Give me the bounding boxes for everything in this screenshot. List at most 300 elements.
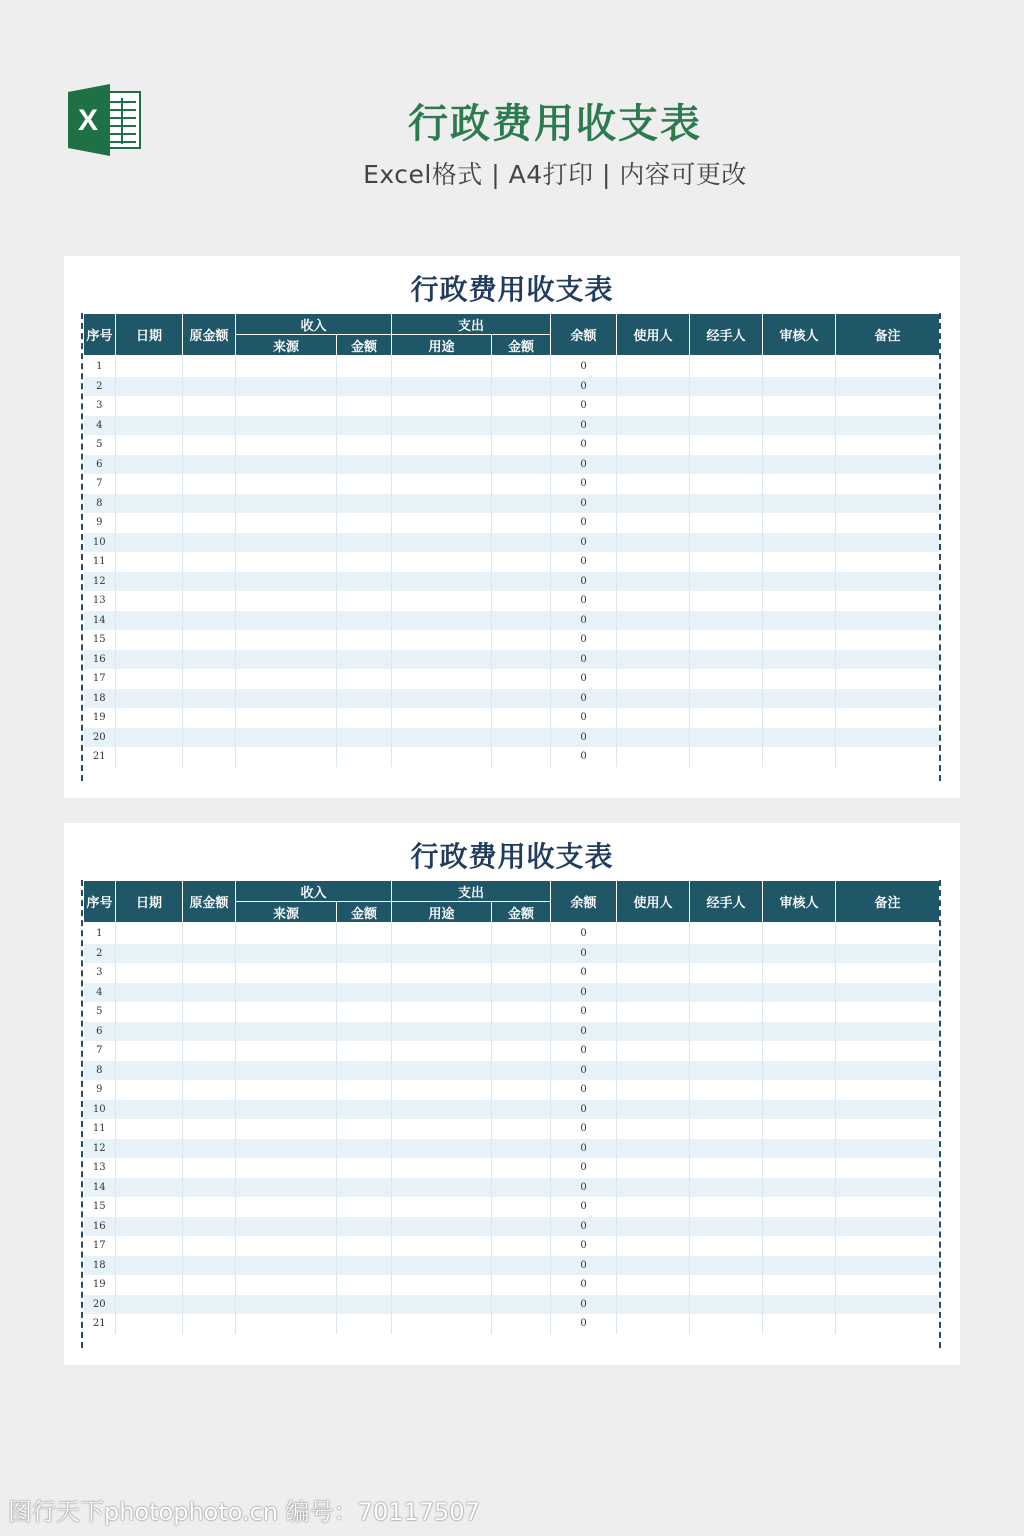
- reviewer-cell[interactable]: [763, 1158, 836, 1178]
- remark-cell[interactable]: [836, 1002, 940, 1022]
- user-cell[interactable]: [617, 1295, 690, 1315]
- handler-cell[interactable]: [690, 1158, 763, 1178]
- user-cell[interactable]: [617, 1236, 690, 1256]
- income-amount-cell[interactable]: [337, 1061, 392, 1081]
- original-amount-cell[interactable]: [183, 1158, 236, 1178]
- original-amount-cell[interactable]: [183, 416, 236, 436]
- original-amount-cell[interactable]: [183, 650, 236, 670]
- expense-use-cell[interactable]: [392, 1217, 492, 1237]
- income-source-cell[interactable]: [236, 474, 337, 494]
- original-amount-cell[interactable]: [183, 1022, 236, 1042]
- reviewer-cell[interactable]: [763, 356, 836, 377]
- income-source-cell[interactable]: [236, 494, 337, 514]
- balance-cell[interactable]: 0: [551, 728, 617, 748]
- user-cell[interactable]: [617, 513, 690, 533]
- balance-cell[interactable]: 0: [551, 533, 617, 553]
- remark-cell[interactable]: [836, 611, 940, 631]
- expense-use-cell[interactable]: [392, 416, 492, 436]
- expense-amount-cell[interactable]: [492, 572, 551, 592]
- seq-cell[interactable]: 5: [84, 1002, 116, 1022]
- handler-cell[interactable]: [690, 572, 763, 592]
- reviewer-cell[interactable]: [763, 1314, 836, 1334]
- original-amount-cell[interactable]: [183, 552, 236, 572]
- handler-cell[interactable]: [690, 944, 763, 964]
- income-amount-cell[interactable]: [337, 1197, 392, 1217]
- expense-use-cell[interactable]: [392, 1236, 492, 1256]
- date-cell[interactable]: [116, 1197, 183, 1217]
- user-cell[interactable]: [617, 377, 690, 397]
- handler-cell[interactable]: [690, 1061, 763, 1081]
- expense-amount-cell[interactable]: [492, 513, 551, 533]
- handler-cell[interactable]: [690, 923, 763, 944]
- income-amount-cell[interactable]: [337, 356, 392, 377]
- handler-cell[interactable]: [690, 1100, 763, 1120]
- handler-cell[interactable]: [690, 1041, 763, 1061]
- expense-use-cell[interactable]: [392, 611, 492, 631]
- reviewer-cell[interactable]: [763, 1275, 836, 1295]
- date-cell[interactable]: [116, 1100, 183, 1120]
- remark-cell[interactable]: [836, 416, 940, 436]
- handler-cell[interactable]: [690, 1314, 763, 1334]
- remark-cell[interactable]: [836, 1295, 940, 1315]
- expense-amount-cell[interactable]: [492, 944, 551, 964]
- expense-amount-cell[interactable]: [492, 1080, 551, 1100]
- income-source-cell[interactable]: [236, 455, 337, 475]
- seq-cell[interactable]: 21: [84, 1314, 116, 1334]
- expense-use-cell[interactable]: [392, 1041, 492, 1061]
- income-amount-cell[interactable]: [337, 435, 392, 455]
- handler-cell[interactable]: [690, 1002, 763, 1022]
- income-source-cell[interactable]: [236, 1236, 337, 1256]
- user-cell[interactable]: [617, 356, 690, 377]
- income-source-cell[interactable]: [236, 533, 337, 553]
- remark-cell[interactable]: [836, 944, 940, 964]
- expense-use-cell[interactable]: [392, 747, 492, 767]
- date-cell[interactable]: [116, 1002, 183, 1022]
- expense-amount-cell[interactable]: [492, 1002, 551, 1022]
- handler-cell[interactable]: [690, 494, 763, 514]
- user-cell[interactable]: [617, 1100, 690, 1120]
- date-cell[interactable]: [116, 728, 183, 748]
- date-cell[interactable]: [116, 1314, 183, 1334]
- reviewer-cell[interactable]: [763, 747, 836, 767]
- reviewer-cell[interactable]: [763, 1100, 836, 1120]
- expense-use-cell[interactable]: [392, 1158, 492, 1178]
- remark-cell[interactable]: [836, 1158, 940, 1178]
- income-amount-cell[interactable]: [337, 983, 392, 1003]
- expense-amount-cell[interactable]: [492, 650, 551, 670]
- remark-cell[interactable]: [836, 728, 940, 748]
- remark-cell[interactable]: [836, 1197, 940, 1217]
- remark-cell[interactable]: [836, 1217, 940, 1237]
- reviewer-cell[interactable]: [763, 552, 836, 572]
- remark-cell[interactable]: [836, 669, 940, 689]
- user-cell[interactable]: [617, 611, 690, 631]
- reviewer-cell[interactable]: [763, 455, 836, 475]
- seq-cell[interactable]: 10: [84, 1100, 116, 1120]
- user-cell[interactable]: [617, 1256, 690, 1276]
- balance-cell[interactable]: 0: [551, 591, 617, 611]
- expense-use-cell[interactable]: [392, 1100, 492, 1120]
- date-cell[interactable]: [116, 1178, 183, 1198]
- expense-amount-cell[interactable]: [492, 435, 551, 455]
- expense-use-cell[interactable]: [392, 923, 492, 944]
- user-cell[interactable]: [617, 572, 690, 592]
- income-amount-cell[interactable]: [337, 1314, 392, 1334]
- seq-cell[interactable]: 7: [84, 1041, 116, 1061]
- user-cell[interactable]: [617, 1080, 690, 1100]
- seq-cell[interactable]: 15: [84, 1197, 116, 1217]
- income-amount-cell[interactable]: [337, 689, 392, 709]
- original-amount-cell[interactable]: [183, 747, 236, 767]
- user-cell[interactable]: [617, 1275, 690, 1295]
- balance-cell[interactable]: 0: [551, 650, 617, 670]
- income-amount-cell[interactable]: [337, 455, 392, 475]
- remark-cell[interactable]: [836, 1178, 940, 1198]
- balance-cell[interactable]: 0: [551, 983, 617, 1003]
- expense-use-cell[interactable]: [392, 356, 492, 377]
- handler-cell[interactable]: [690, 455, 763, 475]
- income-source-cell[interactable]: [236, 1139, 337, 1159]
- user-cell[interactable]: [617, 963, 690, 983]
- handler-cell[interactable]: [690, 630, 763, 650]
- date-cell[interactable]: [116, 1080, 183, 1100]
- seq-cell[interactable]: 12: [84, 1139, 116, 1159]
- income-source-cell[interactable]: [236, 728, 337, 748]
- seq-cell[interactable]: 1: [84, 923, 116, 944]
- expense-amount-cell[interactable]: [492, 669, 551, 689]
- income-amount-cell[interactable]: [337, 1041, 392, 1061]
- expense-amount-cell[interactable]: [492, 923, 551, 944]
- original-amount-cell[interactable]: [183, 630, 236, 650]
- reviewer-cell[interactable]: [763, 630, 836, 650]
- handler-cell[interactable]: [690, 1275, 763, 1295]
- handler-cell[interactable]: [690, 669, 763, 689]
- income-source-cell[interactable]: [236, 1197, 337, 1217]
- income-source-cell[interactable]: [236, 983, 337, 1003]
- date-cell[interactable]: [116, 983, 183, 1003]
- handler-cell[interactable]: [690, 1256, 763, 1276]
- balance-cell[interactable]: 0: [551, 416, 617, 436]
- expense-use-cell[interactable]: [392, 708, 492, 728]
- income-source-cell[interactable]: [236, 1061, 337, 1081]
- handler-cell[interactable]: [690, 1197, 763, 1217]
- balance-cell[interactable]: 0: [551, 747, 617, 767]
- balance-cell[interactable]: 0: [551, 1197, 617, 1217]
- reviewer-cell[interactable]: [763, 923, 836, 944]
- expense-amount-cell[interactable]: [492, 1217, 551, 1237]
- expense-use-cell[interactable]: [392, 1022, 492, 1042]
- date-cell[interactable]: [116, 611, 183, 631]
- income-amount-cell[interactable]: [337, 572, 392, 592]
- original-amount-cell[interactable]: [183, 923, 236, 944]
- expense-amount-cell[interactable]: [492, 963, 551, 983]
- user-cell[interactable]: [617, 1314, 690, 1334]
- income-source-cell[interactable]: [236, 1314, 337, 1334]
- income-source-cell[interactable]: [236, 689, 337, 709]
- expense-amount-cell[interactable]: [492, 533, 551, 553]
- reviewer-cell[interactable]: [763, 1197, 836, 1217]
- user-cell[interactable]: [617, 747, 690, 767]
- seq-cell[interactable]: 10: [84, 533, 116, 553]
- user-cell[interactable]: [617, 1041, 690, 1061]
- expense-amount-cell[interactable]: [492, 1256, 551, 1276]
- reviewer-cell[interactable]: [763, 591, 836, 611]
- income-source-cell[interactable]: [236, 1178, 337, 1198]
- original-amount-cell[interactable]: [183, 1275, 236, 1295]
- expense-amount-cell[interactable]: [492, 416, 551, 436]
- original-amount-cell[interactable]: [183, 1041, 236, 1061]
- reviewer-cell[interactable]: [763, 435, 836, 455]
- income-amount-cell[interactable]: [337, 1022, 392, 1042]
- handler-cell[interactable]: [690, 591, 763, 611]
- reviewer-cell[interactable]: [763, 1080, 836, 1100]
- seq-cell[interactable]: 8: [84, 494, 116, 514]
- date-cell[interactable]: [116, 669, 183, 689]
- reviewer-cell[interactable]: [763, 513, 836, 533]
- date-cell[interactable]: [116, 474, 183, 494]
- income-source-cell[interactable]: [236, 396, 337, 416]
- date-cell[interactable]: [116, 513, 183, 533]
- expense-use-cell[interactable]: [392, 983, 492, 1003]
- user-cell[interactable]: [617, 1002, 690, 1022]
- income-source-cell[interactable]: [236, 552, 337, 572]
- balance-cell[interactable]: 0: [551, 1061, 617, 1081]
- expense-amount-cell[interactable]: [492, 983, 551, 1003]
- remark-cell[interactable]: [836, 1061, 940, 1081]
- original-amount-cell[interactable]: [183, 1256, 236, 1276]
- reviewer-cell[interactable]: [763, 1061, 836, 1081]
- balance-cell[interactable]: 0: [551, 396, 617, 416]
- expense-amount-cell[interactable]: [492, 494, 551, 514]
- income-source-cell[interactable]: [236, 356, 337, 377]
- income-amount-cell[interactable]: [337, 533, 392, 553]
- income-source-cell[interactable]: [236, 416, 337, 436]
- expense-use-cell[interactable]: [392, 494, 492, 514]
- expense-use-cell[interactable]: [392, 1178, 492, 1198]
- original-amount-cell[interactable]: [183, 963, 236, 983]
- expense-use-cell[interactable]: [392, 944, 492, 964]
- handler-cell[interactable]: [690, 533, 763, 553]
- remark-cell[interactable]: [836, 1275, 940, 1295]
- balance-cell[interactable]: 0: [551, 435, 617, 455]
- expense-use-cell[interactable]: [392, 1061, 492, 1081]
- date-cell[interactable]: [116, 708, 183, 728]
- income-source-cell[interactable]: [236, 435, 337, 455]
- income-amount-cell[interactable]: [337, 650, 392, 670]
- original-amount-cell[interactable]: [183, 513, 236, 533]
- income-source-cell[interactable]: [236, 377, 337, 397]
- date-cell[interactable]: [116, 963, 183, 983]
- user-cell[interactable]: [617, 1178, 690, 1198]
- original-amount-cell[interactable]: [183, 669, 236, 689]
- income-source-cell[interactable]: [236, 572, 337, 592]
- income-amount-cell[interactable]: [337, 728, 392, 748]
- income-source-cell[interactable]: [236, 1080, 337, 1100]
- income-amount-cell[interactable]: [337, 923, 392, 944]
- user-cell[interactable]: [617, 1139, 690, 1159]
- expense-use-cell[interactable]: [392, 474, 492, 494]
- remark-cell[interactable]: [836, 377, 940, 397]
- expense-use-cell[interactable]: [392, 552, 492, 572]
- income-amount-cell[interactable]: [337, 747, 392, 767]
- reviewer-cell[interactable]: [763, 494, 836, 514]
- balance-cell[interactable]: 0: [551, 1256, 617, 1276]
- original-amount-cell[interactable]: [183, 1061, 236, 1081]
- user-cell[interactable]: [617, 435, 690, 455]
- date-cell[interactable]: [116, 416, 183, 436]
- expense-amount-cell[interactable]: [492, 1139, 551, 1159]
- expense-amount-cell[interactable]: [492, 1119, 551, 1139]
- reviewer-cell[interactable]: [763, 1178, 836, 1198]
- income-amount-cell[interactable]: [337, 396, 392, 416]
- handler-cell[interactable]: [690, 552, 763, 572]
- reviewer-cell[interactable]: [763, 1002, 836, 1022]
- seq-cell[interactable]: 14: [84, 611, 116, 631]
- seq-cell[interactable]: 1: [84, 356, 116, 377]
- reviewer-cell[interactable]: [763, 983, 836, 1003]
- seq-cell[interactable]: 5: [84, 435, 116, 455]
- remark-cell[interactable]: [836, 1314, 940, 1334]
- income-amount-cell[interactable]: [337, 416, 392, 436]
- date-cell[interactable]: [116, 455, 183, 475]
- remark-cell[interactable]: [836, 689, 940, 709]
- income-source-cell[interactable]: [236, 1217, 337, 1237]
- seq-cell[interactable]: 16: [84, 1217, 116, 1237]
- original-amount-cell[interactable]: [183, 474, 236, 494]
- income-amount-cell[interactable]: [337, 494, 392, 514]
- seq-cell[interactable]: 15: [84, 630, 116, 650]
- date-cell[interactable]: [116, 1041, 183, 1061]
- balance-cell[interactable]: 0: [551, 630, 617, 650]
- seq-cell[interactable]: 16: [84, 650, 116, 670]
- original-amount-cell[interactable]: [183, 1139, 236, 1159]
- handler-cell[interactable]: [690, 611, 763, 631]
- reviewer-cell[interactable]: [763, 533, 836, 553]
- income-source-cell[interactable]: [236, 963, 337, 983]
- reviewer-cell[interactable]: [763, 1022, 836, 1042]
- seq-cell[interactable]: 21: [84, 747, 116, 767]
- seq-cell[interactable]: 14: [84, 1178, 116, 1198]
- income-amount-cell[interactable]: [337, 1100, 392, 1120]
- income-amount-cell[interactable]: [337, 513, 392, 533]
- income-amount-cell[interactable]: [337, 1119, 392, 1139]
- original-amount-cell[interactable]: [183, 983, 236, 1003]
- original-amount-cell[interactable]: [183, 944, 236, 964]
- reviewer-cell[interactable]: [763, 1119, 836, 1139]
- original-amount-cell[interactable]: [183, 611, 236, 631]
- balance-cell[interactable]: 0: [551, 1022, 617, 1042]
- reviewer-cell[interactable]: [763, 1256, 836, 1276]
- original-amount-cell[interactable]: [183, 1002, 236, 1022]
- seq-cell[interactable]: 20: [84, 728, 116, 748]
- seq-cell[interactable]: 18: [84, 1256, 116, 1276]
- income-source-cell[interactable]: [236, 1041, 337, 1061]
- expense-use-cell[interactable]: [392, 591, 492, 611]
- reviewer-cell[interactable]: [763, 728, 836, 748]
- original-amount-cell[interactable]: [183, 377, 236, 397]
- seq-cell[interactable]: 3: [84, 396, 116, 416]
- remark-cell[interactable]: [836, 474, 940, 494]
- seq-cell[interactable]: 9: [84, 1080, 116, 1100]
- user-cell[interactable]: [617, 1217, 690, 1237]
- date-cell[interactable]: [116, 1139, 183, 1159]
- remark-cell[interactable]: [836, 963, 940, 983]
- original-amount-cell[interactable]: [183, 533, 236, 553]
- remark-cell[interactable]: [836, 923, 940, 944]
- remark-cell[interactable]: [836, 1119, 940, 1139]
- reviewer-cell[interactable]: [763, 650, 836, 670]
- income-source-cell[interactable]: [236, 630, 337, 650]
- income-source-cell[interactable]: [236, 591, 337, 611]
- seq-cell[interactable]: 11: [84, 552, 116, 572]
- income-amount-cell[interactable]: [337, 669, 392, 689]
- expense-amount-cell[interactable]: [492, 1314, 551, 1334]
- reviewer-cell[interactable]: [763, 474, 836, 494]
- handler-cell[interactable]: [690, 416, 763, 436]
- balance-cell[interactable]: 0: [551, 1314, 617, 1334]
- date-cell[interactable]: [116, 1217, 183, 1237]
- remark-cell[interactable]: [836, 1022, 940, 1042]
- income-amount-cell[interactable]: [337, 1002, 392, 1022]
- seq-cell[interactable]: 13: [84, 1158, 116, 1178]
- remark-cell[interactable]: [836, 572, 940, 592]
- date-cell[interactable]: [116, 630, 183, 650]
- handler-cell[interactable]: [690, 1139, 763, 1159]
- income-source-cell[interactable]: [236, 1100, 337, 1120]
- income-source-cell[interactable]: [236, 1002, 337, 1022]
- income-source-cell[interactable]: [236, 1295, 337, 1315]
- handler-cell[interactable]: [690, 1178, 763, 1198]
- expense-use-cell[interactable]: [392, 1256, 492, 1276]
- expense-use-cell[interactable]: [392, 650, 492, 670]
- income-source-cell[interactable]: [236, 747, 337, 767]
- user-cell[interactable]: [617, 533, 690, 553]
- expense-use-cell[interactable]: [392, 728, 492, 748]
- income-amount-cell[interactable]: [337, 1139, 392, 1159]
- user-cell[interactable]: [617, 396, 690, 416]
- balance-cell[interactable]: 0: [551, 513, 617, 533]
- expense-use-cell[interactable]: [392, 1314, 492, 1334]
- handler-cell[interactable]: [690, 708, 763, 728]
- user-cell[interactable]: [617, 630, 690, 650]
- handler-cell[interactable]: [690, 377, 763, 397]
- expense-amount-cell[interactable]: [492, 611, 551, 631]
- reviewer-cell[interactable]: [763, 396, 836, 416]
- balance-cell[interactable]: 0: [551, 356, 617, 377]
- remark-cell[interactable]: [836, 396, 940, 416]
- seq-cell[interactable]: 18: [84, 689, 116, 709]
- user-cell[interactable]: [617, 708, 690, 728]
- user-cell[interactable]: [617, 1061, 690, 1081]
- seq-cell[interactable]: 2: [84, 944, 116, 964]
- user-cell[interactable]: [617, 728, 690, 748]
- user-cell[interactable]: [617, 669, 690, 689]
- balance-cell[interactable]: 0: [551, 611, 617, 631]
- reviewer-cell[interactable]: [763, 416, 836, 436]
- income-amount-cell[interactable]: [337, 1217, 392, 1237]
- date-cell[interactable]: [116, 591, 183, 611]
- remark-cell[interactable]: [836, 455, 940, 475]
- handler-cell[interactable]: [690, 1022, 763, 1042]
- expense-amount-cell[interactable]: [492, 1022, 551, 1042]
- user-cell[interactable]: [617, 1119, 690, 1139]
- income-source-cell[interactable]: [236, 611, 337, 631]
- balance-cell[interactable]: 0: [551, 1119, 617, 1139]
- original-amount-cell[interactable]: [183, 455, 236, 475]
- handler-cell[interactable]: [690, 1119, 763, 1139]
- balance-cell[interactable]: 0: [551, 552, 617, 572]
